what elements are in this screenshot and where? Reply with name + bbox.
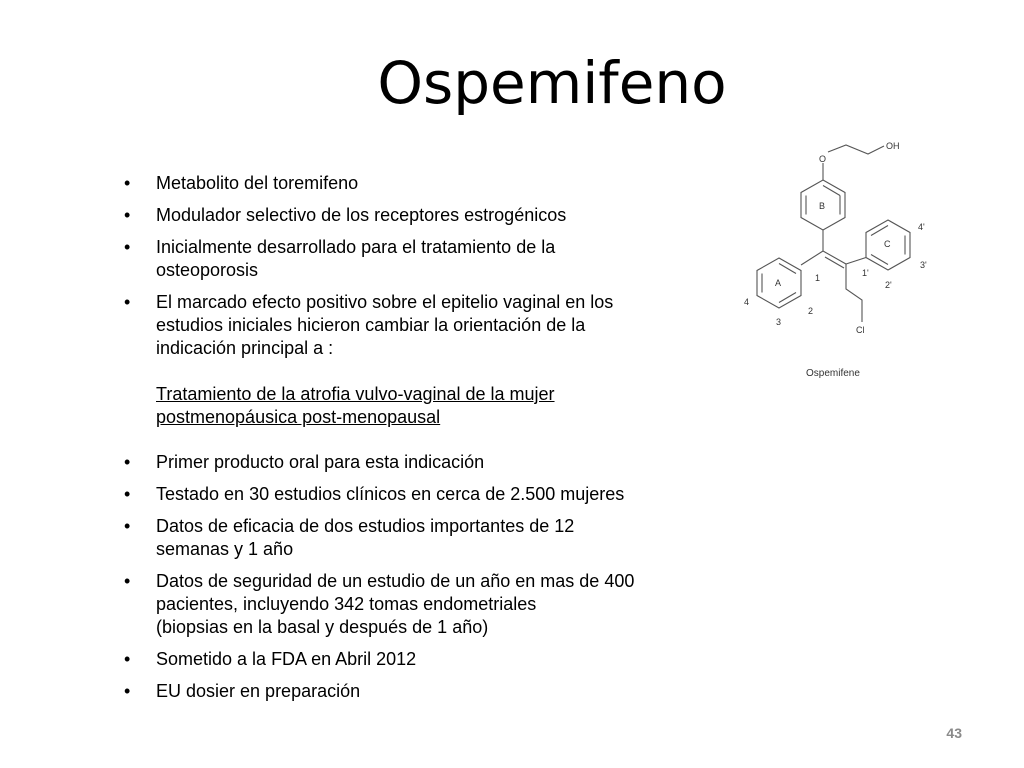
highlighted-indication: Tratamiento de la atrofia vulvo-vaginal de la mujer — [156, 384, 555, 404]
bullet-dot: • — [124, 484, 131, 504]
oxygen-label: O — [819, 154, 827, 164]
page-number: 43 — [946, 725, 962, 741]
slide-title: Ospemifeno — [377, 49, 727, 117]
ring-a-inner-bond — [779, 293, 796, 303]
bullet-text: pacientes, incluyendo 342 tomas endometriales — [156, 594, 537, 614]
bullet-text: EU dosier en preparación — [156, 681, 361, 701]
bullet-dot: • — [124, 205, 131, 225]
ring-c-inner-bond — [871, 255, 888, 265]
ethoxy-chain — [828, 145, 884, 154]
bullet-dot: • — [124, 452, 131, 472]
bullet-text: Datos de seguridad de un estudio de un año en mas de 400 — [156, 571, 635, 591]
bullet-dot: • — [124, 571, 131, 591]
ring-c-label: C — [884, 239, 891, 249]
ring-b-inner-bond — [823, 186, 840, 196]
bullet-text: semanas y 1 año — [156, 539, 294, 559]
bullet-text: indicación principal a : — [156, 338, 334, 358]
list-item — [124, 515, 714, 561]
spacer — [156, 360, 714, 383]
highlighted-indication: postmenopáusica post-menopausal — [156, 407, 441, 427]
bullet-text: estudios iniciales hicieron cambiar la orientación de la — [156, 315, 586, 335]
bullet-dot: • — [124, 649, 131, 669]
hydroxyl-label: OH — [886, 141, 900, 151]
bond — [801, 251, 823, 265]
position-label: 4' — [918, 222, 925, 232]
list-item — [124, 172, 714, 195]
position-label: 2 — [808, 306, 814, 316]
bullet-text: Inicialmente desarrollado para el tratamiento de la — [156, 237, 556, 257]
bullet-text: Datos de eficacia de dos estudios importantes de 12 — [156, 516, 575, 536]
bullet-text: osteoporosis — [156, 260, 259, 280]
list-item — [124, 291, 714, 429]
structure-caption: Ospemifene — [806, 368, 860, 379]
bullet-dot: • — [124, 173, 131, 193]
ring-a-label: A — [775, 278, 782, 288]
ring-a-inner-bond — [779, 264, 796, 274]
ospemifene-structure — [736, 136, 956, 380]
double-bond — [825, 257, 844, 268]
bullet-dot: • — [124, 516, 131, 536]
chlorine-label: Cl — [856, 325, 865, 335]
bullet-text: Metabolito del toremifeno — [156, 173, 359, 193]
bullet-text: El marcado efecto positivo sobre el epitelio vaginal en los — [156, 292, 614, 312]
list-item — [124, 483, 714, 506]
bullet-list — [124, 172, 714, 712]
bullet-dot: • — [124, 292, 131, 312]
position-label: 4 — [744, 297, 750, 307]
ring-c-inner-bond — [871, 226, 888, 236]
list-item — [124, 204, 714, 227]
bullet-text: Modulador selectivo de los receptores estrogénicos — [156, 205, 567, 225]
list-item — [124, 680, 714, 703]
position-label: 1' — [862, 268, 869, 278]
bullet-text: Testado en 30 estudios clínicos en cerca de 2.500 mujeres — [156, 484, 625, 504]
position-label: 1 — [815, 273, 821, 283]
bullet-text: Primer producto oral para esta indicación — [156, 452, 485, 472]
ring-b-label: B — [819, 201, 826, 211]
position-label: 3' — [920, 260, 927, 270]
chloroethyl-chain — [846, 264, 862, 322]
position-label: 3 — [776, 317, 782, 327]
position-label: 2' — [885, 280, 892, 290]
bond — [846, 258, 866, 265]
list-item — [124, 648, 714, 671]
bullet-text: Sometido a la FDA en Abril 2012 — [156, 649, 417, 669]
bullet-text: (biopsias en la basal y después de 1 año) — [156, 617, 489, 637]
list-item — [124, 570, 714, 639]
bullet-dot: • — [124, 681, 131, 701]
list-item — [124, 236, 714, 282]
bullet-dot: • — [124, 237, 131, 257]
list-item — [124, 451, 714, 474]
